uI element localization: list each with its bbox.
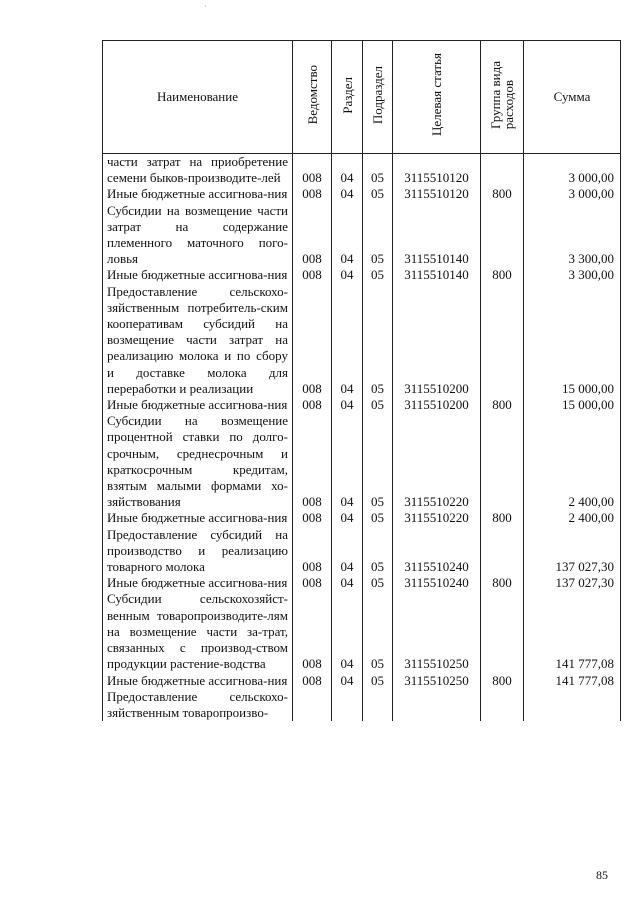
cell-name xyxy=(103,510,293,526)
table-row xyxy=(103,413,621,510)
cell-ved: 008 xyxy=(293,413,332,510)
cell-gruppa: 800 xyxy=(481,673,524,689)
cell-name-text: Иные бюджетные ассигнова-ния xyxy=(107,397,288,413)
cell-ved: 008 xyxy=(293,267,332,283)
cell-podrazdel: 05 xyxy=(363,267,393,283)
cell-name xyxy=(103,591,293,672)
table-header-row xyxy=(103,41,621,154)
cell-podrazdel: 05 xyxy=(363,186,393,202)
cell-name xyxy=(103,397,293,413)
cell-gruppa xyxy=(481,689,524,721)
budget-table xyxy=(102,40,621,721)
cell-podrazdel: 05 xyxy=(363,284,393,397)
cell-gruppa: 800 xyxy=(481,510,524,526)
cell-ved: 008 xyxy=(293,510,332,526)
cell-celevaya: 3115510140 xyxy=(393,203,481,268)
cell-razdel: 04 xyxy=(332,186,363,202)
cell-name xyxy=(103,284,293,397)
cell-razdel: 04 xyxy=(332,397,363,413)
cell-celevaya: 3115510200 xyxy=(393,397,481,413)
cell-podrazdel: 05 xyxy=(363,154,393,187)
table-row xyxy=(103,203,621,268)
cell-ved xyxy=(293,689,332,721)
table-row xyxy=(103,284,621,397)
cell-name-text: Иные бюджетные ассигнова-ния xyxy=(107,267,288,283)
cell-gruppa xyxy=(481,284,524,397)
cell-summa: 141 777,08 xyxy=(524,673,621,689)
cell-name-text: Субсидии на возмещение части затрат на содержание племенного маточного пого-ловья xyxy=(107,202,288,267)
cell-name-text: Иные бюджетные ассигнова-ния xyxy=(107,575,288,591)
cell-name-text: Иные бюджетные ассигнова-ния xyxy=(107,672,288,688)
header-celevaya-label: Целевая статья xyxy=(429,53,444,137)
cell-ved: 008 xyxy=(293,397,332,413)
cell-razdel: 04 xyxy=(332,510,363,526)
cell-celevaya: 3115510240 xyxy=(393,527,481,576)
cell-name-text: Субсидии на возмещение процентной ставки по долго-срочным, среднесрочным и краткосрочным кредитам, взятым малыми формами хо-зяйствования xyxy=(107,413,288,510)
cell-podrazdel: 05 xyxy=(363,397,393,413)
cell-summa: 2 400,00 xyxy=(524,413,621,510)
cell-celevaya: 3115510200 xyxy=(393,284,481,397)
cell-razdel: 04 xyxy=(332,154,363,187)
cell-podrazdel: 05 xyxy=(363,203,393,268)
cell-celevaya: 3115510220 xyxy=(393,413,481,510)
cell-celevaya: 3115510250 xyxy=(393,673,481,689)
cell-razdel xyxy=(332,689,363,721)
cell-name xyxy=(103,413,293,510)
cell-gruppa: 800 xyxy=(481,397,524,413)
page-number: 85 xyxy=(596,868,608,882)
cell-ved: 008 xyxy=(293,673,332,689)
cell-razdel: 04 xyxy=(332,591,363,672)
cell-razdel: 04 xyxy=(332,413,363,510)
cell-name-text: Иные бюджетные ассигнова-ния xyxy=(107,186,288,202)
cell-gruppa: 800 xyxy=(481,186,524,202)
cell-razdel: 04 xyxy=(332,527,363,576)
cell-name xyxy=(103,575,293,591)
header-razdel xyxy=(332,41,363,154)
cell-gruppa xyxy=(481,413,524,510)
cell-ved: 008 xyxy=(293,591,332,672)
cell-razdel: 04 xyxy=(332,267,363,283)
header-gruppa-line1: Группа вида xyxy=(488,61,503,129)
header-razdel-label: Раздел xyxy=(339,76,355,114)
cell-name-text: Предоставление субсидий на производство и реализацию товарного молока xyxy=(107,526,288,575)
cell-name xyxy=(103,186,293,202)
cell-ved: 008 xyxy=(293,284,332,397)
table-row xyxy=(103,397,621,413)
cell-celevaya: 3115510250 xyxy=(393,591,481,672)
cell-podrazdel: 05 xyxy=(363,591,393,672)
cell-name-text: части затрат на приобретение семени быков-производите-лей xyxy=(107,154,288,186)
header-summa: Сумма xyxy=(524,41,621,154)
cell-summa xyxy=(524,689,621,721)
header-name: Наименование xyxy=(103,41,293,154)
cell-summa: 3 300,00 xyxy=(524,267,621,283)
header-ved xyxy=(293,41,332,154)
cell-summa: 137 027,30 xyxy=(524,575,621,591)
cell-razdel: 04 xyxy=(332,575,363,591)
cell-gruppa xyxy=(481,154,524,187)
table-row xyxy=(103,154,621,187)
cell-name xyxy=(103,203,293,268)
cell-summa: 15 000,00 xyxy=(524,397,621,413)
table-row xyxy=(103,591,621,672)
cell-podrazdel: 05 xyxy=(363,575,393,591)
budget-table-container xyxy=(102,40,620,721)
cell-razdel: 04 xyxy=(332,203,363,268)
cell-name-text: Предоставление сельскохо-зяйственным потребитель-ским кооперативам субсидий на возмещение части затрат на реализацию молока и по сбору и доставке молока для переработки и реализации xyxy=(107,283,288,396)
cell-name xyxy=(103,527,293,576)
header-ved-label: Ведомство xyxy=(304,65,320,125)
cell-summa: 3 000,00 xyxy=(524,186,621,202)
cell-podrazdel xyxy=(363,689,393,721)
cell-summa: 137 027,30 xyxy=(524,527,621,576)
table-row xyxy=(103,575,621,591)
header-podrazdel xyxy=(363,41,393,154)
cell-razdel: 04 xyxy=(332,284,363,397)
cell-gruppa: 800 xyxy=(481,267,524,283)
table-row xyxy=(103,186,621,202)
table-body xyxy=(103,154,621,722)
cell-summa: 15 000,00 xyxy=(524,284,621,397)
cell-ved: 008 xyxy=(293,575,332,591)
cell-name xyxy=(103,673,293,689)
cell-summa: 3 300,00 xyxy=(524,203,621,268)
cell-gruppa xyxy=(481,203,524,268)
cell-name-text: Предоставление сельскохо-зяйственным товаропроизво- xyxy=(107,688,288,720)
cell-podrazdel: 05 xyxy=(363,527,393,576)
cell-celevaya: 3115510120 xyxy=(393,154,481,187)
cell-podrazdel: 05 xyxy=(363,673,393,689)
table-row xyxy=(103,527,621,576)
cell-name-text: Субсидии сельскохозяйст-венным товаропроизводите-лям на возмещение части за-трат, связанных с производ-ством продукции растение-водства xyxy=(107,591,288,672)
header-gruppa xyxy=(481,41,524,154)
table-row xyxy=(103,673,621,689)
cell-name-text: Иные бюджетные ассигнова-ния xyxy=(107,510,288,526)
cell-celevaya: 3115510240 xyxy=(393,575,481,591)
cell-name xyxy=(103,267,293,283)
header-celevaya xyxy=(393,41,481,154)
cell-summa: 141 777,08 xyxy=(524,591,621,672)
header-podrazdel-label: Подраздел xyxy=(370,65,385,125)
table-row xyxy=(103,510,621,526)
cell-ved: 008 xyxy=(293,154,332,187)
cell-celevaya: 3115510120 xyxy=(393,186,481,202)
cell-podrazdel: 05 xyxy=(363,510,393,526)
cell-gruppa xyxy=(481,527,524,576)
cell-ved: 008 xyxy=(293,203,332,268)
cell-razdel: 04 xyxy=(332,673,363,689)
cell-celevaya: 3115510220 xyxy=(393,510,481,526)
cell-podrazdel: 05 xyxy=(363,413,393,510)
cell-ved: 008 xyxy=(293,527,332,576)
header-gruppa-line2: расходов xyxy=(501,79,516,129)
cell-gruppa: 800 xyxy=(481,575,524,591)
cell-name xyxy=(103,154,293,187)
cell-ved: 008 xyxy=(293,186,332,202)
cell-name xyxy=(103,689,293,721)
cell-celevaya xyxy=(393,689,481,721)
table-row xyxy=(103,689,621,721)
cell-summa: 3 000,00 xyxy=(524,154,621,187)
cell-summa: 2 400,00 xyxy=(524,510,621,526)
scan-mark: · xyxy=(204,2,207,11)
table-row xyxy=(103,267,621,283)
cell-celevaya: 3115510140 xyxy=(393,267,481,283)
cell-gruppa xyxy=(481,591,524,672)
